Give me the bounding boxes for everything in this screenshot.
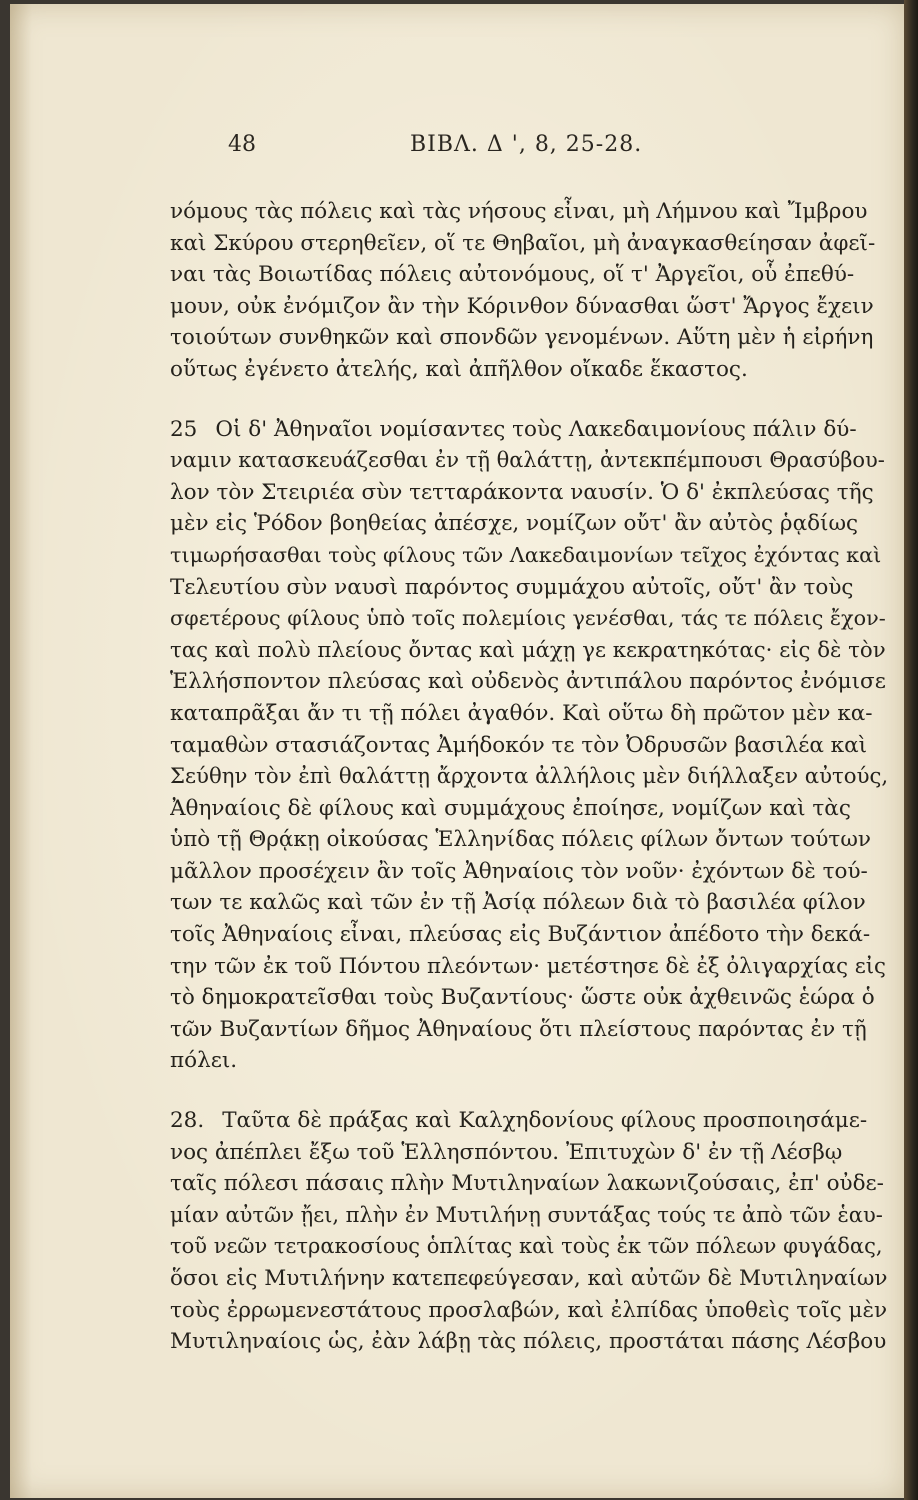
text-line: Σεύθην τὸν ἐπὶ θαλάττῃ ἄρχοντα ἀλλήλοις μὲν διήλλαξεν αὐτούς, — [170, 764, 888, 790]
text-line: τῶν Βυζαντίων δῆμος Ἀθηναίους ὅτι πλείστους παρόντας ἐν τῇ — [170, 1016, 867, 1042]
text-line: τοῖς Ἀθηναίοις εἶναι, πλεύσας εἰς Βυζάντιον ἀπέδοτο τὴν δεκά- — [170, 922, 871, 948]
section-number: 28. — [170, 1108, 205, 1134]
text-line: οὕτως ἐγένετο ἀτελής, καὶ ἀπῆλθον οἴκαδε ἕκαστος. — [170, 356, 748, 382]
text-line: τὸ δημοκρατεῖσθαι τοὺς Βυζαντίους· ὥστε οὐκ ἀχθεινῶς ἑώρα ὁ — [170, 985, 875, 1011]
text-line: ναι τὰς Βοιωτίδας πόλεις αὐτονόμους, οἵ τ' Ἀργεῖοι, οὗ ἐπεθύ- — [170, 262, 855, 288]
running-title: ΒΙΒΛ. Δ ', 8, 25-28. — [410, 132, 643, 157]
text-line: τοῦ νεῶν τετρακοσίους ὁπλίτας καὶ τοὺς ἐκ τῶν πόλεων φυγάδας, — [170, 1234, 883, 1259]
text-line: τοιούτων συνθηκῶν καὶ σπονδῶν γενομένων. Αὕτη μὲν ἡ εἰρήνη — [170, 325, 874, 351]
text-line: Ἀθηναίοις δὲ φίλους καὶ συμμάχους ἐποίησε, νομίζων καὶ τὰς — [170, 795, 851, 821]
text-line: την τῶν ἐκ τοῦ Πόντου πλεόντων· μετέστησε δὲ ἐξ ὀλιγαρχίας εἰς — [170, 953, 886, 979]
text-line: ὑπὸ τῇ Θρᾴκῃ οἰκούσας Ἑλληνίδας πόλεις φίλων ὄντων τούτων — [170, 827, 871, 853]
text-line-content: Οἱ δ' Ἀθηναῖοι νομίσαντες τοὺς Λακεδαιμονίους πάλιν δύ- — [215, 416, 857, 442]
paragraph-continuation — [170, 196, 888, 386]
text-line: καὶ Σκύρου στερηθεῖεν, οἵ τε Θηβαῖοι, μὴ ἀναγκασθείησαν ἀφεῖ- — [170, 230, 876, 256]
text-line: μουν, οὐκ ἐνόμιζον ἂν τὴν Κόρινθον δύνασθαι ὥστ' Ἄργος ἔχειν — [170, 293, 874, 319]
page-header — [10, 132, 904, 166]
page-number: 48 — [228, 132, 256, 157]
text-line — [170, 414, 888, 446]
text-line: μίαν αὐτῶν ᾔει, πλὴν ἐν Μυτιλήνῃ συντάξας τούς τε ἀπὸ τῶν ἑαυ- — [170, 1202, 883, 1227]
body-text — [170, 196, 888, 1358]
text-line: Τελευτίου σὺν ναυσὶ παρόντος συμμάχου αὐτοῖς, οὔτ' ἂν τοὺς — [170, 574, 854, 600]
text-line: σφετέρους φίλους ὑπὸ τοῖς πολεμίοις γενέσθαι, τάς τε πόλεις ἔχον- — [170, 606, 886, 631]
section-number: 25 — [170, 416, 198, 442]
paragraph-section-28 — [170, 1105, 888, 1358]
text-line: νόμους τὰς πόλεις καὶ τὰς νήσους εἶναι, μὴ Λήμνου καὶ Ἴμβρου — [170, 199, 868, 224]
text-line — [170, 1105, 888, 1137]
text-line: ταμαθὼν στασιάζοντας Ἀμήδοκόν τε τὸν Ὀδρυσῶν βασιλέα καὶ — [170, 732, 868, 758]
text-line: μᾶλλον προσέχειν ἂν τοῖς Ἀθηναίοις τὸν νοῦν· ἐχόντων δὲ τού- — [170, 858, 868, 884]
text-line: ναμιν κατασκευάζεσθαι ἐν τῇ θαλάττῃ, ἀντεκπέμπουσι Θρασύβου- — [170, 448, 885, 473]
text-line: τας καὶ πολὺ πλείους ὄντας καὶ μάχῃ γε κεκρατηκότας· εἰς δὲ τὸν — [170, 637, 886, 663]
text-line: μὲν εἰς Ῥόδον βοηθείας ἀπέσχε, νομίζων οὔτ' ἂν αὐτὸς ῥᾳδίως — [170, 511, 859, 537]
text-line: Ἑλλήσποντον πλεύσας καὶ οὐδενὸς ἀντιπάλου παρόντος ἐνόμισε — [170, 669, 886, 695]
text-line: λον τὸν Στειριέα σὺν τετταράκοντα ναυσίν. Ὁ δ' ἐκπλεύσας τῆς — [170, 479, 874, 505]
text-line: ὅσοι εἰς Μυτιλήνην κατεπεφεύγεσαν, καὶ αὐτῶν δὲ Μυτιληναίων — [170, 1266, 888, 1291]
text-line: τοὺς ἐρρωμενεστάτους προσλαβών, καὶ ἐλπίδας ὑποθεὶς τοῖς μὲν — [170, 1297, 888, 1323]
text-line: νος ἀπέπλει ἔξω τοῦ Ἑλλησπόντου. Ἐπιτυχὼν δ' ἐν τῇ Λέσβῳ — [170, 1139, 843, 1165]
book-page — [10, 4, 904, 1498]
text-line-content: Ταῦτα δὲ πράξας καὶ Καλχηδονίους φίλους προσποιησάμε- — [222, 1108, 868, 1134]
text-line: καταπρᾶξαι ἄν τι τῇ πόλει ἀγαθόν. Καὶ οὕτω δὴ πρῶτον μὲν κα- — [170, 700, 873, 726]
text-line: τιμωρήσασθαι τοὺς φίλους τῶν Λακεδαιμονίων τεῖχος ἐχόντας καὶ — [170, 542, 882, 567]
binding-edge — [904, 0, 918, 1500]
text-line: ταῖς πόλεσι πάσαις πλὴν Μυτιληναίων λακωνιζούσαις, ἐπ' οὐδε- — [170, 1171, 884, 1197]
text-line: Μυτιληναίοις ὡς, ἐὰν λάβῃ τὰς πόλεις, προστάται πάσης Λέσβου — [170, 1329, 887, 1355]
text-line: πόλει. — [170, 1048, 238, 1074]
paragraph-section-25 — [170, 414, 888, 1077]
text-line: των τε καλῶς καὶ τῶν ἐν τῇ Ἀσίᾳ πόλεων διὰ τὸ βασιλέα φίλον — [170, 890, 866, 916]
